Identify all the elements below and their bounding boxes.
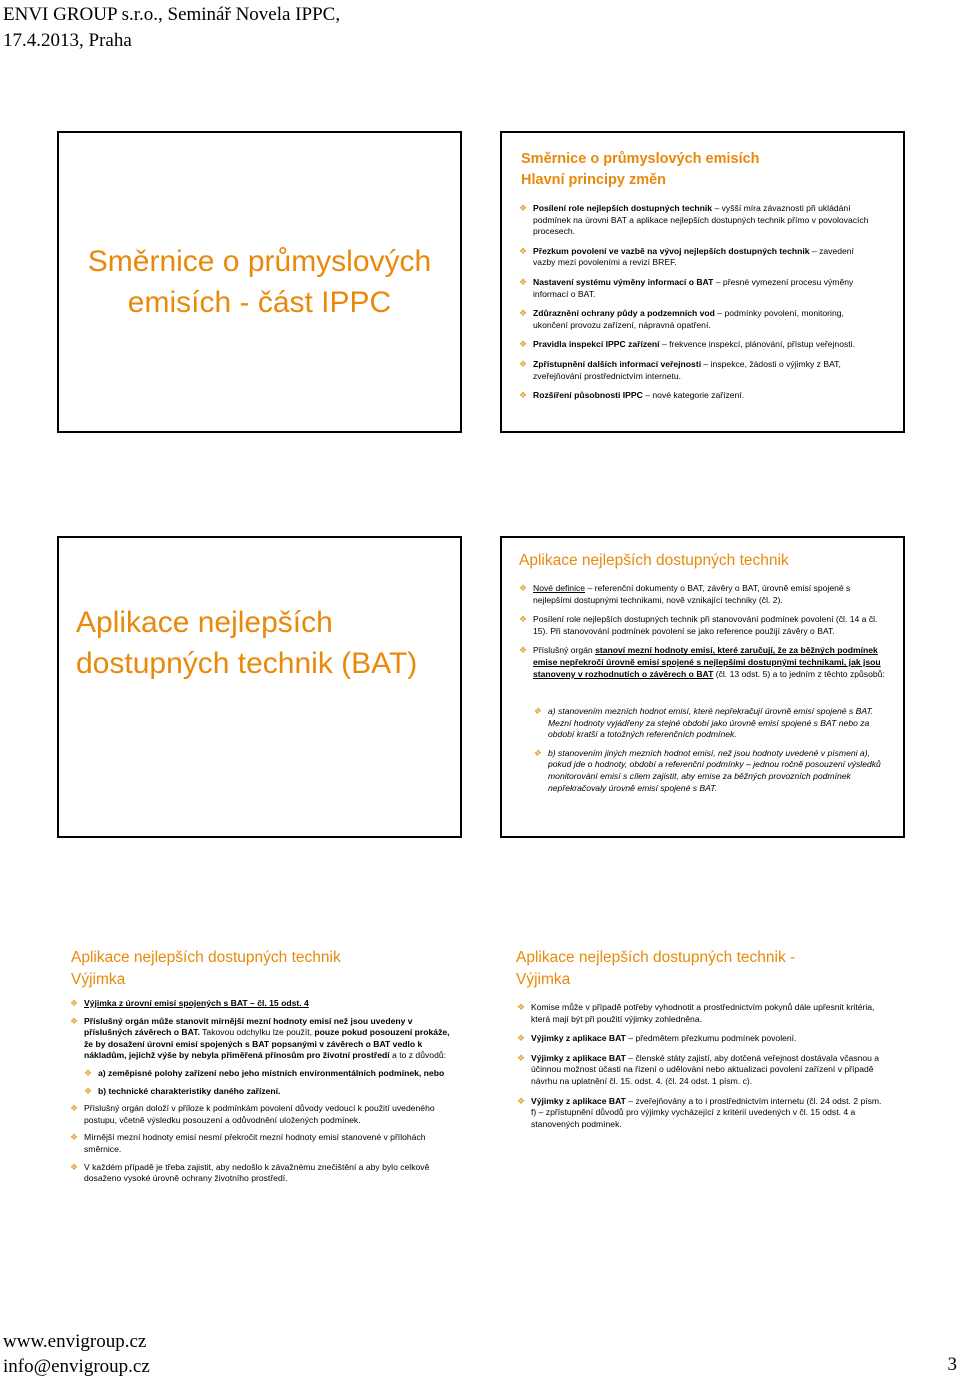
- slide-5-title: Aplikace nejlepších dostupných technik Výjimka: [71, 949, 341, 988]
- diamond-bullet-icon: ❖: [519, 276, 528, 287]
- list-item: ❖ Příslušný orgán může stanovit mírnější mezní hodnoty emisí než jsou uvedeny v příslušných závěrech o BAT. Takovou odchylku lze použít, pouze pokud posouzení prokáže, že by dosažení úrovní emisí spojených s BAT popsanými v závěrech o BAT vedlo k nákladům, jejichž výše by nebyla přiměřená přínosům pro životní prostředí a to z důvodů:: [70, 1015, 450, 1061]
- diamond-bullet-icon: ❖: [70, 998, 79, 1008]
- list-item: ❖ a) zeměpisné polohy zařízení nebo jeho místních environmentálních podmínek, nebo: [84, 1067, 445, 1078]
- footer-email: info@envigroup.cz: [3, 1356, 150, 1377]
- diamond-bullet-icon: ❖: [517, 1095, 526, 1106]
- slide-5: [57, 940, 462, 1242]
- slide-4-subbullets: [518, 706, 885, 801]
- slide-6-title: Aplikace nejlepších dostupných technik - Výjimka: [516, 949, 796, 988]
- list-item: ❖ V každém případě je třeba zajistit, aby nedošlo k závažnému znečištění a aby bylo celkově dosaženo vysoké úrovně ochrany životního prostředí.: [70, 1161, 430, 1184]
- list-item: ❖ Výjimka z úrovní emisí spojených s BAT – čl. 15 odst. 4: [70, 998, 309, 1008]
- list-item: ❖ Nové definice – referenční dokumenty o BAT, závěry o BAT, úrovně emisí spojené s nejlepšími dostupnými technikami, nově vznikající techniky (čl. 2).: [519, 583, 851, 605]
- list-item: ❖ Nastavení systému výměny informací o BAT – přesné vymezení procesu výměny informací o BAT.: [519, 276, 854, 299]
- diamond-bullet-icon: ❖: [517, 1033, 526, 1044]
- list-item: ❖ Výjimky z aplikace BAT – členské státy zajistí, aby dotčená veřejnost dostávala včasnou a účinnou možnost účasti na řízení o udělování nebo aktualizaci povolení zařízení v případě návrhu na uplatnění čl. 15. odst. 4. (čl. 24 odst. 1 písm. c).: [517, 1052, 880, 1086]
- list-item: ❖ Posílení role nejlepších dostupných technik při stanovování podmínek povolení (čl. 14 a čl. 15). Při stanovování podmínek povolení se jako reference použijí závěry o BAT.: [519, 614, 878, 636]
- footer-website: www.envigroup.cz: [3, 1331, 147, 1352]
- diamond-bullet-icon: ❖: [533, 706, 542, 716]
- list-item: ❖ Pravidla inspekcí IPPC zařízení – frekvence inspekcí, plánování, přístup veřejnosti.: [519, 339, 855, 350]
- list-item: ❖ Posílení role nejlepších dostupných technik – vyšší míra závaznosti při ukládání podmínek na úrovni BAT a aplikace nejlepších dostupných technik přímo v povolovacích procesech.: [519, 203, 869, 237]
- slide-6-bullets: [516, 1002, 889, 1138]
- list-item: ❖ Příslušný orgán stanoví mezní hodnoty emisí, které zaručují, že za běžných podmínek emise nepřekročí úrovně emisí spojené s nejlepšími dostupnými technikami, jak jsou stanoveny v rozhodnutích o závěrech o BAT (čl. 13 odst. 5) a to jedním z těchto způsobů:: [519, 645, 885, 679]
- diamond-bullet-icon: ❖: [519, 308, 528, 319]
- slide-2-title: Směrnice o průmyslových emisích Hlavní principy změn: [521, 151, 760, 188]
- diamond-bullet-icon: ❖: [519, 645, 528, 656]
- list-item: ❖ Příslušný orgán doloží v příloze k podmínkám povolení důvody vedoucí k použití uvedeného postupu, včetně výsledku posouzení a odůvodnění uložených podmínek.: [70, 1103, 435, 1125]
- diamond-bullet-icon: ❖: [519, 390, 528, 401]
- slide-4-title: Aplikace nejlepších dostupných technik: [519, 552, 789, 569]
- slide-4-bullets: [518, 583, 885, 686]
- slide-2-bullets: [518, 203, 875, 410]
- slide-5-bullets: [69, 998, 452, 1191]
- slide-4: [500, 536, 905, 838]
- slide-6: [500, 940, 905, 1242]
- list-item: ❖ Výjimky z aplikace BAT – zveřejňovány a to i prostřednictvím internetu (čl. 24 odst. 2 písm. f) – zpřístupnění důvodů pro výjimky vycházející z kritérií uvedených v čl. 15 odst. 4 a stanovených podmínek.: [517, 1095, 882, 1129]
- diamond-bullet-icon: ❖: [517, 1002, 526, 1012]
- list-item: ❖ Rozšíření působnosti IPPC – nové kategorie zařízení.: [519, 390, 745, 401]
- diamond-bullet-icon: ❖: [70, 1132, 79, 1143]
- list-item: ❖ a) stanovením mezních hodnot emisí, které nepřekračují úrovně emisí spojené s BAT. Mezní hodnoty vyjádřeny za stejné období jako úrovně emisí spojené s BAT nebo za období kratší a totožných referenčních podmínek.: [533, 706, 874, 740]
- diamond-bullet-icon: ❖: [84, 1085, 93, 1096]
- diamond-bullet-icon: ❖: [519, 358, 528, 369]
- list-item: ❖ Výjimky z aplikace BAT – předmětem přezkumu podmínek povolení.: [517, 1033, 797, 1044]
- header-line-1: ENVI GROUP s.r.o., Seminář Novela IPPC,: [3, 4, 341, 25]
- list-item: ❖ Mírnější mezní hodnoty emisí nesmí překročit mezní hodnoty emisí stanovené v přílohách směrnice.: [70, 1132, 426, 1154]
- diamond-bullet-icon: ❖: [70, 1015, 79, 1026]
- header-line-2: 17.4.2013, Praha: [3, 30, 132, 51]
- document-header: [3, 2, 340, 54]
- diamond-bullet-icon: ❖: [70, 1103, 79, 1114]
- diamond-bullet-icon: ❖: [519, 203, 528, 213]
- list-item: ❖ Přezkum povolení ve vazbě na vývoj nejlepších dostupných technik – zavedení vazby mezi povoleními a revizí BREF.: [519, 245, 854, 268]
- diamond-bullet-icon: ❖: [519, 245, 528, 256]
- list-item: ❖ b) technické charakteristiky daného zařízení.: [84, 1085, 281, 1096]
- slide-3: [57, 536, 462, 838]
- page-number: 3: [947, 1354, 957, 1375]
- diamond-bullet-icon: ❖: [70, 1161, 79, 1172]
- slide-1-title: Směrnice o průmyslových emisích - část IPPC: [87, 245, 432, 319]
- diamond-bullet-icon: ❖: [519, 614, 528, 625]
- slide-2: [500, 131, 905, 433]
- diamond-bullet-icon: ❖: [517, 1052, 526, 1063]
- slide-3-title: Aplikace nejlepších dostupných technik (BAT): [76, 606, 418, 680]
- diamond-bullet-icon: ❖: [533, 747, 542, 758]
- diamond-bullet-icon: ❖: [519, 339, 528, 350]
- list-item: ❖ Komise může v případě potřeby vyhodnotit a prostřednictvím pokynů dále upřesnit kritéria, která mají být při použití výjimky zohledněna.: [517, 1002, 875, 1024]
- diamond-bullet-icon: ❖: [84, 1067, 93, 1078]
- list-item: ❖ Zdůraznění ochrany půdy a podzemních vod – podmínky povolení, monitoring, ukončení provozu zařízení, nápravná opatření.: [519, 308, 844, 330]
- slide-1: [57, 131, 462, 433]
- diamond-bullet-icon: ❖: [519, 583, 528, 593]
- list-item: ❖ b) stanovením jiných mezních hodnot emisí, než jsou hodnoty uvedené v písmeni a), pokud jde o hodnoty, období a referenční podmínky – jednou ročně posouzení výsledků monitorování emisí s cílem zajistit, aby emise za běžných provozních podmínek nepřekračovaly úrovně emisí spojené s BAT.: [533, 747, 881, 793]
- list-item: ❖ Zpřístupnění dalších informací veřejnosti – inspekce, žádosti o výjimky z BAT, zveřejňování prostřednictvím internetu.: [519, 358, 841, 381]
